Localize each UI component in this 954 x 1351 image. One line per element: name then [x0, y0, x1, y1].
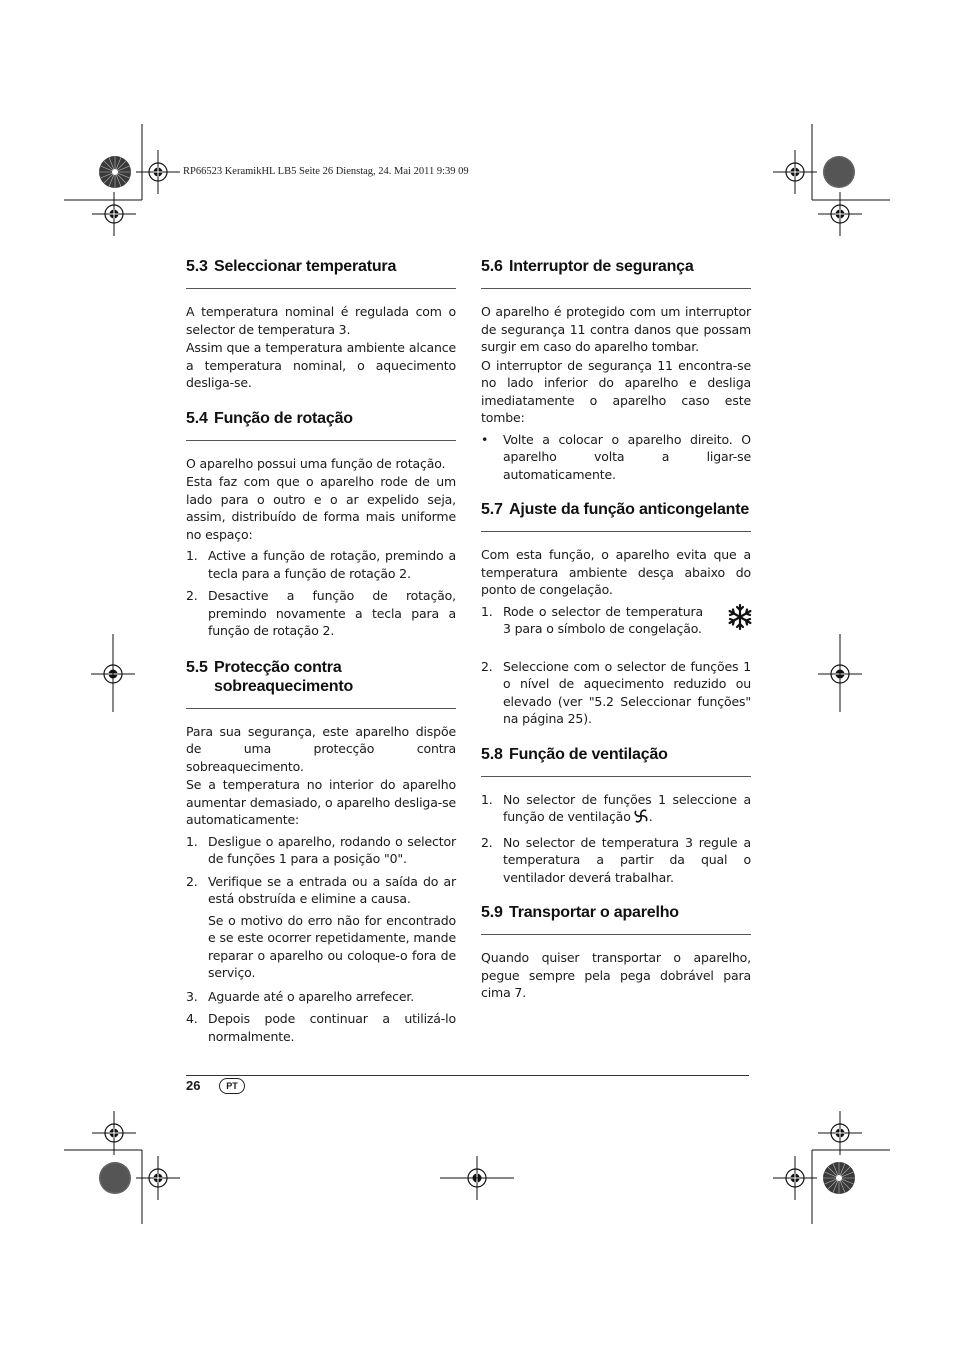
list-item — [186, 587, 456, 640]
paragraph: Se a temperatura no interior do aparelho aumentar demasiado, o aparelho desliga-se automaticamente: — [186, 777, 456, 827]
list-text: Active a função de rotação, premindo a tecla para a função de rotação 2. — [208, 548, 456, 581]
paragraph: Quando quiser transportar o aparelho, pegue sempre pela pega dobrável para cima 7. — [481, 950, 751, 1000]
list-text: Depois pode continuar a utilizá-lo normalmente. — [208, 1011, 456, 1044]
list-text: Desactive a função de rotação, premindo novamente a tecla para a função de rotação 2. — [208, 588, 456, 638]
sub-paragraph: Se o motivo do erro não for encontrado e se este ocorrer repetidamente, mande reparar o aparelho ou coloque-o fora de serviço. — [208, 912, 456, 980]
list-item — [186, 988, 456, 1006]
list-item — [186, 1010, 456, 1045]
section-heading — [186, 258, 456, 289]
section-heading — [481, 258, 751, 289]
section-title: Transportar o aparelho — [509, 904, 679, 921]
section-title: Função de rotação — [214, 409, 353, 427]
paragraph: Esta faz com que o aparelho rode de um lado para o outro e o ar expelido seja, assim, distribuído de forma mais uniforme no espaço: — [186, 474, 456, 542]
list-item — [186, 873, 456, 908]
numbered-list — [481, 603, 751, 728]
numbered-list — [186, 833, 456, 908]
list-text: Desligue o aparelho, rodando o selector de funções 1 para a posição "0". — [208, 833, 456, 866]
snowflake-icon — [726, 603, 754, 636]
footer-rule — [186, 1075, 749, 1076]
section-title-line2: sobreaquecimento — [214, 677, 354, 695]
section-title: Interruptor de segurança — [509, 258, 694, 275]
print-slug: RP66523 KeramikHL LB5 Seite 26 Dienstag, 24. Mai 2011 9:39 09 — [183, 166, 469, 177]
list-number: 2. — [481, 834, 493, 850]
numbered-list — [186, 547, 456, 640]
section-number: 5.7 — [481, 501, 503, 518]
list-number: 1. — [186, 548, 198, 563]
list-number: 1. — [481, 603, 493, 619]
section-number: 5.8 — [481, 745, 503, 763]
section-title: Função de ventilação — [509, 745, 668, 763]
list-number: 3. — [186, 988, 198, 1004]
section-number: 5.5 — [186, 658, 208, 676]
bullet: • — [481, 431, 489, 447]
list-number: 4. — [186, 1011, 198, 1026]
paragraph: A temperatura nominal é regulada com o selector de temperatura 3. — [186, 304, 456, 337]
list-number: 1. — [481, 791, 493, 807]
right-column — [481, 258, 751, 1020]
paragraph: Assim que a temperatura ambiente alcance a temperatura nominal, o aquecimento desliga-se. — [186, 340, 456, 390]
list-item — [481, 658, 751, 728]
section-heading — [481, 904, 751, 935]
section-number: 5.4 — [186, 409, 208, 427]
list-item — [481, 791, 751, 829]
list-text: No selector de temperatura 3 regule a temperatura a partir da qual o ventilador deverá trabalhar. — [503, 834, 751, 885]
list-number: 2. — [481, 658, 493, 674]
list-text-end: . — [648, 809, 653, 824]
section-heading — [186, 658, 456, 709]
section-number: 5.3 — [186, 258, 208, 275]
section-heading — [481, 746, 751, 777]
fan-icon — [633, 808, 649, 829]
list-text: Verifique se a entrada ou a saída do ar está obstruída e elimine a causa. — [208, 873, 456, 906]
list-text: Seleccione com o selector de funções 1 o nível de aquecimento reduzido ou elevado (ver "5.2 Seleccionar funções" na página 25). — [503, 658, 751, 726]
section-number: 5.6 — [481, 258, 503, 275]
paragraph: O interruptor de segurança 11 encontra-se no lado inferior do aparelho e desliga imediatamente o aparelho caso este tombe: — [481, 357, 751, 425]
section-heading — [186, 410, 456, 441]
paragraph: O aparelho é protegido com um interruptor de segurança 11 contra danos que possam surgir em caso do aparelho tombar. — [481, 304, 751, 354]
numbered-list — [481, 791, 751, 887]
paragraph: O aparelho possui uma função de rotação. — [186, 455, 446, 471]
section-5-4 — [186, 410, 456, 640]
list-item — [481, 834, 751, 887]
list-item — [481, 431, 751, 484]
paragraph: Para sua segurança, este aparelho dispõe de uma protecção contra sobreaquecimento. — [186, 723, 456, 774]
section-title-line1: Protecção contra — [214, 658, 342, 676]
section-title: Seleccionar temperatura — [214, 258, 397, 275]
numbered-list — [186, 988, 456, 1046]
section-5-9 — [481, 904, 751, 1002]
left-column — [186, 258, 456, 1063]
section-5-8 — [481, 746, 751, 887]
list-number: 2. — [186, 873, 198, 889]
bullet-list — [481, 431, 751, 484]
list-number: 1. — [186, 833, 198, 849]
language-badge: PT — [219, 1078, 245, 1094]
list-number: 2. — [186, 588, 198, 603]
list-text: Aguarde até o aparelho arrefecer. — [208, 988, 415, 1004]
section-5-5 — [186, 658, 456, 1046]
section-title: Ajuste da função anticongelante — [509, 501, 750, 518]
list-text: Rode o selector de temperatura 3 para o símbolo de congelação. — [503, 603, 703, 636]
list-item — [186, 547, 456, 582]
paragraph: Com esta função, o aparelho evita que a temperatura ambiente desça abaixo do ponto de congelação. — [481, 547, 751, 597]
section-5-3 — [186, 258, 456, 392]
section-5-7 — [481, 501, 751, 728]
list-text: No selector de funções 1 seleccione a função de ventilação — [503, 791, 751, 824]
section-heading — [481, 501, 751, 532]
list-item — [481, 603, 751, 653]
section-5-6 — [481, 258, 751, 483]
list-text: Volte a colocar o aparelho direito. O aparelho volta a ligar-se automaticamente. — [503, 431, 751, 482]
page-number: 26 — [186, 1078, 201, 1093]
section-number: 5.9 — [481, 904, 503, 921]
list-item — [186, 833, 456, 868]
